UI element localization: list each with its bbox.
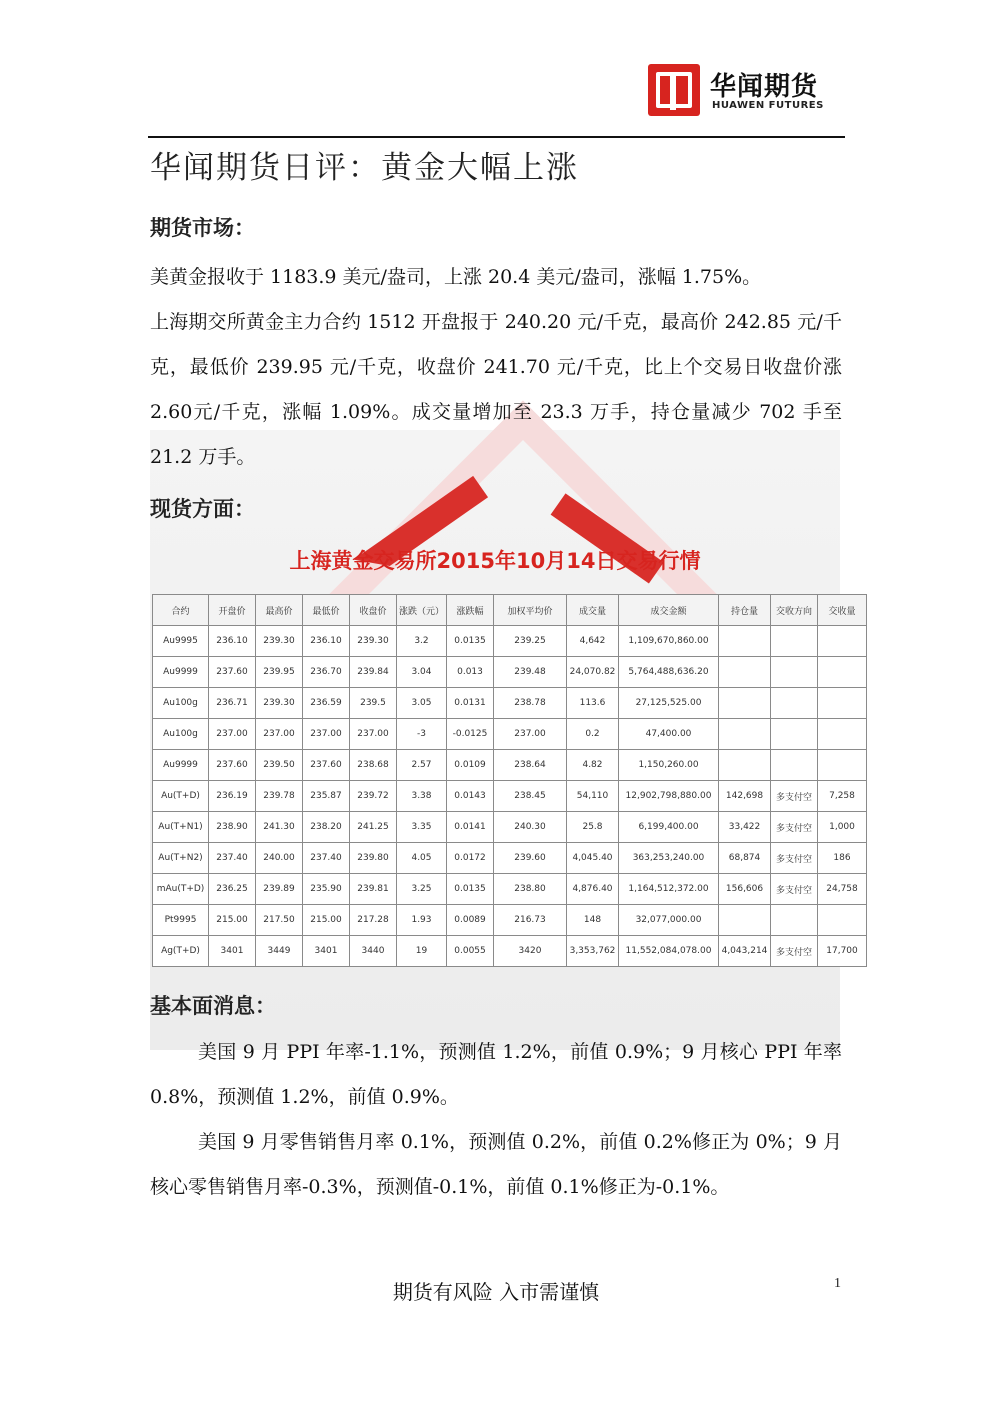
- table-cell: 239.30: [256, 688, 303, 719]
- page-number: 1: [834, 1276, 841, 1291]
- table-row: [153, 626, 867, 657]
- table-cell: 0.0141: [447, 812, 494, 843]
- table-cell: 12,902,798,880.00: [619, 781, 719, 812]
- section-spot-heading: 现货方面：: [150, 497, 255, 521]
- table-body: [153, 626, 867, 967]
- table-cell: 0.0055: [447, 936, 494, 967]
- table-cell: 0.0172: [447, 843, 494, 874]
- table-cell: [771, 626, 818, 657]
- table-cell: [771, 750, 818, 781]
- table-header-cell: 开盘价: [209, 595, 256, 626]
- table-cell: 240.00: [256, 843, 303, 874]
- table-cell: 239.30: [256, 626, 303, 657]
- table-cell: Au9999: [153, 750, 209, 781]
- table-cell: 25.8: [567, 812, 619, 843]
- table-cell: 215.00: [303, 905, 350, 936]
- table-cell: 0.0135: [447, 874, 494, 905]
- logo-name-cn: 华闻期货: [710, 72, 819, 102]
- table-header-cell: 最低价: [303, 595, 350, 626]
- table-cell: 216.73: [494, 905, 567, 936]
- table-cell: 0.0135: [447, 626, 494, 657]
- sge-quotes-table: [152, 594, 867, 967]
- table-cell: 237.00: [494, 719, 567, 750]
- table-cell: 3.35: [397, 812, 447, 843]
- table-cell: 多支付空: [771, 843, 818, 874]
- table-cell: [719, 657, 771, 688]
- table-cell: [719, 905, 771, 936]
- table-cell: 1,150,260.00: [619, 750, 719, 781]
- table-cell: 27,125,525.00: [619, 688, 719, 719]
- table-cell: Au(T+N1): [153, 812, 209, 843]
- table-cell: 237.60: [303, 750, 350, 781]
- logo-name-en: HUAWEN FUTURES: [712, 100, 824, 111]
- fundamentals-paragraph-2: [150, 1120, 842, 1210]
- table-cell: 236.10: [209, 626, 256, 657]
- table-cell: 239.25: [494, 626, 567, 657]
- table-cell: 236.71: [209, 688, 256, 719]
- table-cell: [771, 719, 818, 750]
- table-cell: 3401: [209, 936, 256, 967]
- table-cell: [818, 719, 867, 750]
- table-cell: 24,758: [818, 874, 867, 905]
- table-cell: 239.48: [494, 657, 567, 688]
- futures-line-1: 美黄金报收于 1183.9 美元/盎司，上涨 20.4 美元/盎司，涨幅 1.75%。: [150, 266, 762, 288]
- table-cell: [818, 657, 867, 688]
- table-cell: 239.5: [350, 688, 397, 719]
- table-cell: 239.78: [256, 781, 303, 812]
- table-row: [153, 657, 867, 688]
- table-cell: Au(T+N2): [153, 843, 209, 874]
- table-cell: 236.25: [209, 874, 256, 905]
- table-cell: 4.82: [567, 750, 619, 781]
- table-cell: 3.38: [397, 781, 447, 812]
- table-cell: [818, 750, 867, 781]
- table-cell: 215.00: [209, 905, 256, 936]
- table-cell: [719, 750, 771, 781]
- futures-line-2: 上海期交所黄金主力合约 1512 开盘报于 240.20 元/千克，最高价 242.85 元/千克，最低价 239.95 元/千克，收盘价 241.70 元/千克，比上个交易日收盘价涨 2.60元/千克，涨幅 1.09%。成交量增加至 23.3 万手，持仓量减少 702 手至 21.2 万手。: [150, 311, 842, 468]
- table-cell: 0.0089: [447, 905, 494, 936]
- table-cell: 3.04: [397, 657, 447, 688]
- table-cell: 237.60: [209, 657, 256, 688]
- table-cell: 3401: [303, 936, 350, 967]
- table-cell: [719, 719, 771, 750]
- table-cell: 240.30: [494, 812, 567, 843]
- table-cell: Au100g: [153, 719, 209, 750]
- table-cell: 6,199,400.00: [619, 812, 719, 843]
- table-cell: 68,874: [719, 843, 771, 874]
- table-cell: 4,045.40: [567, 843, 619, 874]
- table-cell: 47,400.00: [619, 719, 719, 750]
- table-cell: 多支付空: [771, 781, 818, 812]
- table-cell: 241.25: [350, 812, 397, 843]
- table-header-cell: 交收量: [818, 595, 867, 626]
- table-cell: 4,876.40: [567, 874, 619, 905]
- table-cell: 1,000: [818, 812, 867, 843]
- table-cell: [771, 905, 818, 936]
- table-cell: 239.89: [256, 874, 303, 905]
- table-cell: Au9995: [153, 626, 209, 657]
- company-logo: [648, 60, 848, 120]
- table-cell: 1,109,670,860.00: [619, 626, 719, 657]
- futures-paragraph: [150, 255, 842, 480]
- fundamentals-text-2: 美国 9 月零售销售月率 0.1%，预测值 0.2%，前值 0.2%修正为 0%；9 月核心零售销售月率-0.3%，预测值-0.1%，前值 0.1%修正为-0.1%。: [150, 1131, 842, 1198]
- table-cell: 238.45: [494, 781, 567, 812]
- table-cell: 多支付空: [771, 874, 818, 905]
- table-cell: 363,253,240.00: [619, 843, 719, 874]
- table-cell: 217.28: [350, 905, 397, 936]
- table-header-cell: 交收方向: [771, 595, 818, 626]
- footer-disclaimer: 期货有风险 入市需谨慎: [392, 1280, 600, 1304]
- table-cell: 3420: [494, 936, 567, 967]
- header-divider: [148, 136, 845, 138]
- table-cell: -0.0125: [447, 719, 494, 750]
- table-cell: 多支付空: [771, 936, 818, 967]
- table-cell: 237.00: [303, 719, 350, 750]
- table-cell: 239.84: [350, 657, 397, 688]
- table-cell: 4,642: [567, 626, 619, 657]
- table-header-cell: 持仓量: [719, 595, 771, 626]
- table-cell: 4,043,214: [719, 936, 771, 967]
- table-cell: 241.30: [256, 812, 303, 843]
- page-title: 华闻期货日评：黄金大幅上涨: [150, 150, 579, 186]
- table-header-cell: 最高价: [256, 595, 303, 626]
- table-cell: [771, 657, 818, 688]
- table-cell: [818, 626, 867, 657]
- table-cell: 237.00: [256, 719, 303, 750]
- table-cell: Au9999: [153, 657, 209, 688]
- table-cell: 5,764,488,636.20: [619, 657, 719, 688]
- table-cell: 11,552,084,078.00: [619, 936, 719, 967]
- table-cell: 239.95: [256, 657, 303, 688]
- table-cell: 54,110: [567, 781, 619, 812]
- table-cell: 156,606: [719, 874, 771, 905]
- table-cell: 238.64: [494, 750, 567, 781]
- table-cell: Au(T+D): [153, 781, 209, 812]
- table-row: [153, 688, 867, 719]
- table-cell: mAu(T+D): [153, 874, 209, 905]
- table-cell: 237.00: [350, 719, 397, 750]
- table-cell: 17,700: [818, 936, 867, 967]
- table-cell: 237.40: [209, 843, 256, 874]
- table-cell: 239.30: [350, 626, 397, 657]
- table-cell: 33,422: [719, 812, 771, 843]
- table-header-cell: 涨跌（元）: [397, 595, 447, 626]
- table-cell: 142,698: [719, 781, 771, 812]
- table-row: [153, 719, 867, 750]
- table-cell: 7,258: [818, 781, 867, 812]
- table-cell: 235.90: [303, 874, 350, 905]
- table-cell: 3.05: [397, 688, 447, 719]
- table-cell: -3: [397, 719, 447, 750]
- table-header-cell: 成交量: [567, 595, 619, 626]
- table-cell: 3.2: [397, 626, 447, 657]
- table-header-cell: 合约: [153, 595, 209, 626]
- table-cell: 2.57: [397, 750, 447, 781]
- table-title: 上海黄金交易所2015年10月14日交易行情: [289, 549, 701, 573]
- section-futures-heading: 期货市场：: [150, 216, 255, 240]
- table-cell: Au100g: [153, 688, 209, 719]
- table-cell: 239.50: [256, 750, 303, 781]
- table-cell: 0.2: [567, 719, 619, 750]
- table-row: [153, 905, 867, 936]
- table-row: [153, 843, 867, 874]
- table-cell: 239.72: [350, 781, 397, 812]
- table-cell: 多支付空: [771, 812, 818, 843]
- table-cell: 238.78: [494, 688, 567, 719]
- table-cell: 0.0143: [447, 781, 494, 812]
- table-cell: 236.59: [303, 688, 350, 719]
- table-cell: Pt9995: [153, 905, 209, 936]
- fundamentals-paragraph-1: [150, 1030, 842, 1120]
- table-cell: 113.6: [567, 688, 619, 719]
- table-cell: 239.81: [350, 874, 397, 905]
- table-cell: 237.40: [303, 843, 350, 874]
- table-cell: 3.25: [397, 874, 447, 905]
- fundamentals-text-1: 美国 9 月 PPI 年率-1.1%，预测值 1.2%，前值 0.9%；9 月核心 PPI 年率 0.8%，预测值 1.2%，前值 0.9%。: [150, 1041, 842, 1108]
- table-cell: 32,077,000.00: [619, 905, 719, 936]
- table-row: [153, 812, 867, 843]
- table-cell: 238.80: [494, 874, 567, 905]
- table-cell: 239.60: [494, 843, 567, 874]
- logo-icon: [648, 64, 700, 116]
- table-cell: 237.60: [209, 750, 256, 781]
- table-cell: 3,353,762: [567, 936, 619, 967]
- table-cell: 239.80: [350, 843, 397, 874]
- table-row: [153, 936, 867, 967]
- table-cell: 237.00: [209, 719, 256, 750]
- table-cell: 186: [818, 843, 867, 874]
- table-cell: [719, 688, 771, 719]
- table-cell: [719, 626, 771, 657]
- section-fundamentals-heading: 基本面消息：: [150, 994, 276, 1018]
- table-header-cell: 加权平均价: [494, 595, 567, 626]
- table-cell: 0.0109: [447, 750, 494, 781]
- table-cell: 3440: [350, 936, 397, 967]
- table-cell: 4.05: [397, 843, 447, 874]
- table-cell: 238.90: [209, 812, 256, 843]
- table-cell: 235.87: [303, 781, 350, 812]
- table-cell: 19: [397, 936, 447, 967]
- table-cell: 148: [567, 905, 619, 936]
- table-cell: Ag(T+D): [153, 936, 209, 967]
- table-row: [153, 874, 867, 905]
- table-cell: 24,070.82: [567, 657, 619, 688]
- table-cell: 238.20: [303, 812, 350, 843]
- table-header-cell: 成交金额: [619, 595, 719, 626]
- table-header-cell: 涨跌幅: [447, 595, 494, 626]
- table-cell: 236.10: [303, 626, 350, 657]
- table-header-cell: 收盘价: [350, 595, 397, 626]
- table-cell: 236.19: [209, 781, 256, 812]
- table-cell: 1,164,512,372.00: [619, 874, 719, 905]
- table-cell: 0.0131: [447, 688, 494, 719]
- table-cell: 236.70: [303, 657, 350, 688]
- table-cell: 3449: [256, 936, 303, 967]
- table-cell: 217.50: [256, 905, 303, 936]
- table-cell: [771, 688, 818, 719]
- table-row: [153, 750, 867, 781]
- table-cell: [818, 905, 867, 936]
- table-cell: 238.68: [350, 750, 397, 781]
- table-cell: [818, 688, 867, 719]
- table-row: [153, 781, 867, 812]
- table-cell: 0.013: [447, 657, 494, 688]
- table-cell: 1.93: [397, 905, 447, 936]
- table-header-row: [153, 595, 867, 626]
